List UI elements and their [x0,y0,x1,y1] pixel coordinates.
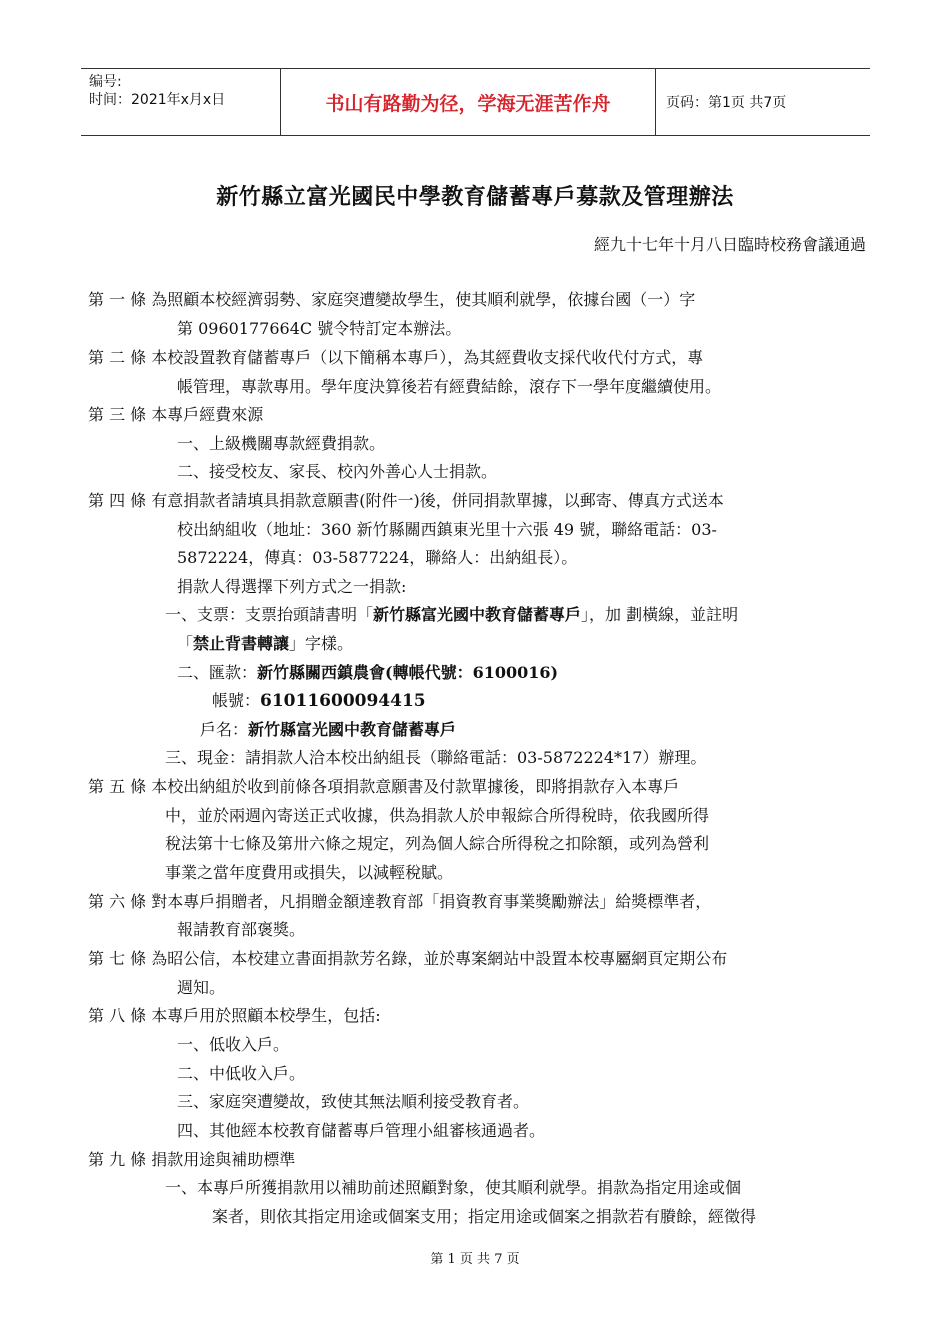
account-number: 61011600094415 [260,691,426,711]
transfer-label: 二、匯款： [177,663,258,682]
header-table [81,68,870,136]
transfer-bank: 新竹縣關西鎮農會(轉帳代號：6100016) [257,663,559,682]
article-4-account-name [200,720,456,740]
article-2-line-2: 帳管理，專款專用。學年度決算後若有經費結餘，滾存下一學年度繼續使用。 [177,377,722,396]
cheque-suffix: 」，加 劃橫線，並註明 [581,605,739,624]
article-2-line-1: 第 二 條 本校設置教育儲蓄專戶（以下簡稱本專戶），為其經費收支採代收代付方式，專 [88,348,704,367]
article-4-cheque-note [177,634,353,654]
article-6-line-1: 第 六 條 對本專戶捐贈者，凡捐贈金額達教育部「捐資教育事業獎勵辦法」給獎標準者， [88,892,712,911]
article-3-item-2: 二、接受校友、家長、校內外善心人士捐款。 [177,462,498,481]
article-6-line-2: 報請教育部褒獎。 [177,920,306,939]
article-4-line-3: 5872224，傳真：03-5877224，聯絡人：出納組長）。 [177,548,578,567]
document-number-label: 编号: [89,74,122,90]
article-8-item-4: 四、其他經本校教育儲蓄專戶管理小組審核通過者。 [177,1121,546,1140]
cheque-note-prefix: 「 [177,634,194,653]
article-4-line-2: 校出納組收（地址：360 新竹縣關西鎮東光里十六張 49 號，聯絡電話：03- [177,520,717,539]
article-4-cash: 三、現金：請捐款人洽本校出納組長（聯絡電話：03-5872224*17）辦理。 [165,748,707,767]
article-9-line-2: 一、本專戶所獲捐款用以補助前述照顧對象，使其順利就學。捐款為指定用途或個 [165,1178,742,1197]
article-3-line-1: 第 三 條 本專戶經費來源 [88,405,264,424]
cheque-payee: 新竹縣富光國中教育儲蓄專戶 [373,605,582,624]
cheque-note-bold: 禁止背書轉讓 [193,634,290,653]
article-1-line-2: 第 0960177664C 號令特訂定本辦法。 [177,319,462,338]
cheque-prefix: 一、支票：支票抬頭請書明「 [165,605,374,624]
header-page-info: 页码：第1页 共7页 [666,95,787,111]
document-title: 新竹縣立富光國民中學教育儲蓄專戶募款及管理辦法 [216,184,734,210]
header-motto: 书山有路勤为径，学海无涯苦作舟 [281,69,656,135]
article-4-transfer [177,663,558,683]
article-9-line-1: 第 九 條 捐款用途與補助標準 [88,1150,296,1169]
article-9-line-3: 案者，則依其指定用途或個案支用；指定用途或個案之捐款若有賸餘，經徵得 [212,1207,757,1226]
article-1-line-1: 第 一 條 為照顧本校經濟弱勢、家庭突遭變故學生，使其順利就學，依據台國（一）字 [88,290,696,309]
account-name: 新竹縣富光國中教育儲蓄專戶 [248,720,457,739]
article-4-cheque [165,605,738,625]
article-8-item-3: 三、家庭突遭變故，致使其無法順利接受教育者。 [177,1092,530,1111]
article-7-line-2: 週知。 [177,978,226,997]
article-4-line-4: 捐款人得選擇下列方式之一捐款: [177,577,407,596]
article-8-item-1: 一、低收入戶。 [177,1035,290,1054]
article-5-line-2: 中，並於兩週內寄送正式收據，供為捐款人於申報綜合所得稅時，依我國所得 [165,806,710,825]
article-3-item-1: 一、上級機關專款經費捐款。 [177,434,386,453]
header-meta [81,69,281,135]
article-4-line-1: 第 四 條 有意捐款者請填具捐款意願書(附件一)後，併同捐款單據，以郵寄、傳真方式送本 [88,491,724,510]
article-5-line-1: 第 五 條 本校出納組於收到前條各項捐款意願書及付款單據後，即將捐款存入本專戶 [88,777,680,796]
article-5-line-4: 事業之當年度費用或損失，以減輕稅賦。 [165,863,454,882]
article-7-line-1: 第 七 條 為昭公信，本校建立書面捐款芳名錄，並於專案網站中設置本校專屬網頁定期公布 [88,949,728,968]
document-date: 时间：2021年x月x日 [89,92,226,108]
article-8-item-2: 二、中低收入戶。 [177,1064,306,1083]
account-name-label: 戶名： [200,720,249,739]
cheque-note-suffix: 」字樣。 [289,634,354,653]
article-8-line-1: 第 八 條 本專戶用於照顧本校學生，包括: [88,1006,381,1025]
article-5-line-3: 稅法第十七條及第卅六條之規定，列為個人綜合所得稅之扣除額，或列為營利 [165,834,710,853]
article-4-account [212,691,426,711]
page-footer: 第 1 页 共 7 页 [430,1252,520,1267]
document-subtitle: 經九十七年十月八日臨時校務會議通過 [593,235,866,254]
account-label: 帳號： [212,691,261,710]
